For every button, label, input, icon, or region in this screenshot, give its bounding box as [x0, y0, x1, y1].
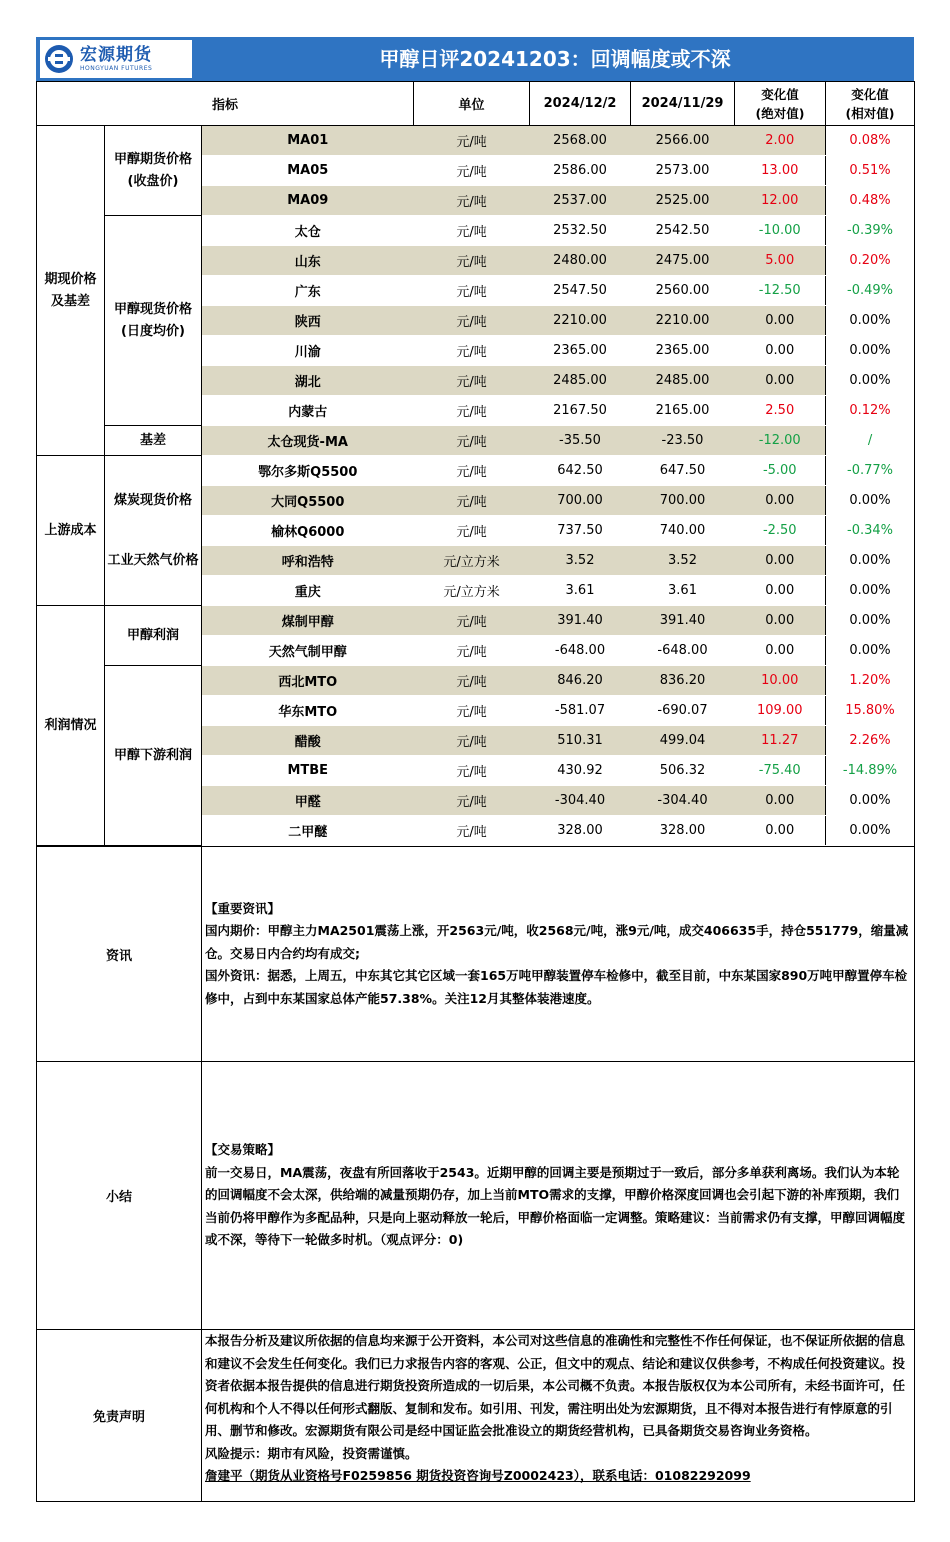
row-value-date1: 846.20 — [530, 666, 631, 696]
logo-chinese-name: 宏源期货 — [80, 44, 152, 65]
row-unit: 元/吨 — [414, 216, 530, 246]
row-abs-change: -10.00 — [735, 216, 826, 246]
row-value-date1: 2586.00 — [530, 156, 631, 186]
row-value-date1: 2485.00 — [530, 366, 631, 396]
row-item-name: 二甲醚 — [202, 816, 414, 846]
subgroup-spot-price-line2: (日度均价) — [121, 323, 185, 339]
table-row — [37, 216, 915, 246]
row-value-date1: -648.00 — [530, 636, 631, 666]
row-item-name: 陕西 — [202, 306, 414, 336]
row-unit: 元/吨 — [414, 786, 530, 816]
row-unit: 元/吨 — [414, 426, 530, 456]
subgroup-gas-price: 工业天然气价格 — [105, 546, 202, 606]
row-unit: 元/吨 — [414, 606, 530, 636]
row-abs-change: 0.00 — [735, 546, 826, 576]
table-row — [37, 606, 915, 636]
row-item-name: 山东 — [202, 246, 414, 276]
row-value-date2: 2573.00 — [631, 156, 735, 186]
row-abs-change: -2.50 — [735, 516, 826, 546]
risk-warning: 风险提示：期市有风险，投资需谨慎。 — [205, 1445, 418, 1461]
row-value-date2: 2525.00 — [631, 186, 735, 216]
row-value-date2: -648.00 — [631, 636, 735, 666]
row-abs-change: 12.00 — [735, 186, 826, 216]
row-abs-change: 0.00 — [735, 306, 826, 336]
group-spot-basis — [37, 126, 105, 456]
row-unit: 元/吨 — [414, 186, 530, 216]
subgroup-futures-price — [105, 126, 202, 216]
subgroup-spot-price — [105, 216, 202, 426]
row-item-name: 内蒙古 — [202, 396, 414, 426]
row-rel-change: 0.00% — [826, 636, 915, 666]
row-item-name: 川渝 — [202, 336, 414, 366]
row-abs-change: 0.00 — [735, 636, 826, 666]
row-item-name: 太仓 — [202, 216, 414, 246]
row-unit: 元/吨 — [414, 456, 530, 486]
row-item-name: 湖北 — [202, 366, 414, 396]
row-item-name: 煤制甲醇 — [202, 606, 414, 636]
row-unit: 元/立方米 — [414, 546, 530, 576]
row-value-date2: 2210.00 — [631, 306, 735, 336]
company-logo — [40, 40, 192, 78]
row-value-date2: -304.40 — [631, 786, 735, 816]
col-header-unit: 单位 — [414, 82, 530, 126]
row-unit: 元/吨 — [414, 336, 530, 366]
table-row — [37, 126, 915, 156]
row-abs-change: 11.27 — [735, 726, 826, 756]
row-value-date1: 2568.00 — [530, 126, 631, 156]
row-abs-change: 0.00 — [735, 816, 826, 846]
row-value-date2: 328.00 — [631, 816, 735, 846]
row-value-date2: 2165.00 — [631, 396, 735, 426]
row-value-date2: -23.50 — [631, 426, 735, 456]
row-value-date1: 3.61 — [530, 576, 631, 606]
row-unit: 元/吨 — [414, 756, 530, 786]
row-rel-change: -0.39% — [826, 216, 915, 246]
row-unit: 元/吨 — [414, 816, 530, 846]
row-rel-change: 0.00% — [826, 546, 915, 576]
col-header-abs-change — [735, 82, 826, 126]
group-profit: 利润情况 — [37, 606, 105, 846]
row-unit: 元/吨 — [414, 126, 530, 156]
row-value-date1: 2167.50 — [530, 396, 631, 426]
group-upstream-cost: 上游成本 — [37, 456, 105, 606]
table-row — [37, 456, 915, 486]
row-value-date1: 2210.00 — [530, 306, 631, 336]
row-value-date1: 430.92 — [530, 756, 631, 786]
row-value-date1: 2537.00 — [530, 186, 631, 216]
row-value-date1: -35.50 — [530, 426, 631, 456]
col-header-indicator: 指标 — [37, 82, 414, 126]
row-unit: 元/吨 — [414, 246, 530, 276]
row-value-date2: -690.07 — [631, 696, 735, 726]
row-abs-change: 0.00 — [735, 366, 826, 396]
commentary-table — [36, 846, 915, 1502]
col-header-abs-line2: (绝对值) — [755, 105, 805, 121]
row-value-date2: 2566.00 — [631, 126, 735, 156]
row-abs-change: 13.00 — [735, 156, 826, 186]
news-label: 资讯 — [37, 847, 202, 1062]
row-unit: 元/吨 — [414, 696, 530, 726]
row-abs-change: -12.50 — [735, 276, 826, 306]
summary-heading: 【交易策略】 — [205, 1142, 281, 1158]
row-rel-change: 0.00% — [826, 606, 915, 636]
row-unit: 元/吨 — [414, 636, 530, 666]
col-header-abs-line1: 变化值 — [761, 86, 799, 102]
row-abs-change: 0.00 — [735, 486, 826, 516]
row-abs-change: -5.00 — [735, 456, 826, 486]
row-item-name: 广东 — [202, 276, 414, 306]
subgroup-coal-price: 煤炭现货价格 — [105, 456, 202, 546]
row-value-date1: -581.07 — [530, 696, 631, 726]
row-value-date2: 2485.00 — [631, 366, 735, 396]
report-title: 甲醇日评20241203：回调幅度或不深 — [379, 47, 731, 71]
subgroup-futures-price-line1: 甲醇期货价格 — [113, 151, 192, 167]
news-body — [202, 847, 915, 1062]
row-abs-change: 0.00 — [735, 606, 826, 636]
row-rel-change: 0.12% — [826, 396, 915, 426]
row-abs-change: 2.00 — [735, 126, 826, 156]
row-unit: 元/吨 — [414, 306, 530, 336]
row-value-date2: 3.52 — [631, 546, 735, 576]
row-item-name: MA09 — [202, 186, 414, 216]
row-value-date1: 391.40 — [530, 606, 631, 636]
row-rel-change: 0.00% — [826, 336, 915, 366]
row-rel-change: 0.00% — [826, 786, 915, 816]
disclaimer-section — [37, 1330, 915, 1502]
row-abs-change: 10.00 — [735, 666, 826, 696]
row-value-date2: 3.61 — [631, 576, 735, 606]
row-item-name: 重庆 — [202, 576, 414, 606]
row-value-date1: 700.00 — [530, 486, 631, 516]
report-banner — [36, 37, 914, 81]
row-item-name: 西北MTO — [202, 666, 414, 696]
subgroup-basis: 基差 — [105, 426, 202, 456]
row-item-name: MA01 — [202, 126, 414, 156]
row-rel-change: 0.51% — [826, 156, 915, 186]
row-value-date1: 642.50 — [530, 456, 631, 486]
row-unit: 元/吨 — [414, 276, 530, 306]
col-header-rel-line2: (相对值) — [845, 105, 895, 121]
col-header-rel-line1: 变化值 — [851, 86, 889, 102]
row-value-date2: 647.50 — [631, 456, 735, 486]
row-value-date2: 700.00 — [631, 486, 735, 516]
row-item-name: 太仓现货-MA — [202, 426, 414, 456]
row-value-date2: 836.20 — [631, 666, 735, 696]
row-rel-change: 0.00% — [826, 366, 915, 396]
group-spot-basis-line1: 期现价格 — [44, 271, 97, 287]
row-item-name: 华东MTO — [202, 696, 414, 726]
row-value-date2: 2475.00 — [631, 246, 735, 276]
summary-body — [202, 1062, 915, 1330]
row-rel-change: 0.08% — [826, 126, 915, 156]
table-row — [37, 426, 915, 456]
row-item-name: 榆林Q6000 — [202, 516, 414, 546]
row-unit: 元/吨 — [414, 486, 530, 516]
subgroup-spot-price-line1: 甲醇现货价格 — [113, 301, 192, 317]
disclaimer-label: 免责声明 — [37, 1330, 202, 1502]
row-abs-change: 5.00 — [735, 246, 826, 276]
report-sheet — [36, 37, 914, 1502]
row-value-date2: 2365.00 — [631, 336, 735, 366]
row-item-name: 醋酸 — [202, 726, 414, 756]
news-heading: 【重要资讯】 — [205, 900, 281, 916]
row-unit: 元/吨 — [414, 666, 530, 696]
row-rel-change: -0.34% — [826, 516, 915, 546]
row-abs-change: 0.00 — [735, 576, 826, 606]
row-value-date1: 3.52 — [530, 546, 631, 576]
row-value-date2: 740.00 — [631, 516, 735, 546]
row-rel-change: 0.00% — [826, 486, 915, 516]
row-item-name: MTBE — [202, 756, 414, 786]
logo-mark-icon — [44, 44, 74, 74]
row-value-date1: 2547.50 — [530, 276, 631, 306]
row-value-date1: 737.50 — [530, 516, 631, 546]
table-row — [37, 546, 915, 576]
row-item-name: 呼和浩特 — [202, 546, 414, 576]
row-unit: 元/吨 — [414, 396, 530, 426]
row-rel-change: 15.80% — [826, 696, 915, 726]
row-value-date2: 506.32 — [631, 756, 735, 786]
news-domestic: 国内期价：甲醇主力MA2501震荡上涨，开2563元/吨，收2568元/吨，涨9元/吨，成交406635手，持仓551779，缩量减仓。交易日内合约均有成交; — [205, 923, 909, 961]
row-value-date1: 2480.00 — [530, 246, 631, 276]
table-row — [37, 666, 915, 696]
row-abs-change: -12.00 — [735, 426, 826, 456]
row-unit: 元/立方米 — [414, 576, 530, 606]
row-abs-change: 0.00 — [735, 786, 826, 816]
row-item-name: 鄂尔多斯Q5500 — [202, 456, 414, 486]
row-value-date1: 510.31 — [530, 726, 631, 756]
group-spot-basis-line2: 及基差 — [50, 293, 90, 309]
row-value-date1: 328.00 — [530, 816, 631, 846]
subgroup-downstream-profit: 甲醇下游利润 — [105, 666, 202, 846]
row-rel-change: 1.20% — [826, 666, 915, 696]
summary-label: 小结 — [37, 1062, 202, 1330]
subgroup-methanol-profit: 甲醇利润 — [105, 606, 202, 666]
row-rel-change: -0.49% — [826, 276, 915, 306]
logo-english-name: HONGYUAN FUTURES — [80, 64, 153, 72]
row-unit: 元/吨 — [414, 516, 530, 546]
row-value-date1: -304.40 — [530, 786, 631, 816]
row-rel-change: 0.00% — [826, 816, 915, 846]
row-unit: 元/吨 — [414, 156, 530, 186]
disclaimer-body — [202, 1330, 915, 1502]
row-rel-change: 0.48% — [826, 186, 915, 216]
row-abs-change: 109.00 — [735, 696, 826, 726]
row-rel-change: 2.26% — [826, 726, 915, 756]
row-value-date2: 2560.00 — [631, 276, 735, 306]
col-header-date2: 2024/11/29 — [631, 82, 735, 126]
row-abs-change: 2.50 — [735, 396, 826, 426]
summary-text: 前一交易日，MA震荡，夜盘有所回落收于2543。近期甲醇的回调主要是预期过于一致后，部分多单获利离场。我们认为本轮的回调幅度不会太深，供给端的减量预期仍存，加上当前MTO需求的支撑，甲醇价格深度回调也会引起下游的补库预期，我们当前仍将甲醇作为多配品种，只是向上驱动释放一轮后，甲醇价格面临一定调整。策略建议：当前需求仍有支撑，甲醇回调幅度或不深，等待下一轮做多时机。（观点评分：0) — [205, 1164, 906, 1248]
row-item-name: MA05 — [202, 156, 414, 186]
row-item-name: 甲醛 — [202, 786, 414, 816]
row-value-date2: 499.04 — [631, 726, 735, 756]
row-rel-change: -14.89% — [826, 756, 915, 786]
summary-section — [37, 1062, 915, 1330]
row-abs-change: 0.00 — [735, 336, 826, 366]
row-value-date2: 2542.50 — [631, 216, 735, 246]
table-header-row — [37, 82, 915, 126]
subgroup-futures-price-line2: (收盘价) — [127, 173, 179, 189]
row-value-date1: 2365.00 — [530, 336, 631, 366]
col-header-rel-change — [826, 82, 915, 126]
row-rel-change: 0.00% — [826, 306, 915, 336]
row-rel-change: -0.77% — [826, 456, 915, 486]
row-unit: 元/吨 — [414, 366, 530, 396]
row-unit: 元/吨 — [414, 726, 530, 756]
news-foreign: 国外资讯：据悉，上周五，中东其它其它区域一套165万吨甲醇装置停车检修中，截至目前，中东某国家890万吨甲醇置停车检修中，占到中东某国家总体产能57.38%。关注12月其整体装港速度。 — [205, 968, 908, 1006]
analyst-contact: 詹建平（期货从业资格号F0259856 期货投资咨询号Z0002423），联系电话：01082292099 — [205, 1468, 751, 1483]
row-value-date2: 391.40 — [631, 606, 735, 636]
news-section — [37, 847, 915, 1062]
row-abs-change: -75.40 — [735, 756, 826, 786]
row-rel-change: 0.20% — [826, 246, 915, 276]
indicator-table — [36, 81, 915, 846]
row-rel-change: / — [826, 426, 915, 456]
row-rel-change: 0.00% — [826, 576, 915, 606]
col-header-date1: 2024/12/2 — [530, 82, 631, 126]
row-item-name: 天然气制甲醇 — [202, 636, 414, 666]
row-value-date1: 2532.50 — [530, 216, 631, 246]
row-item-name: 大同Q5500 — [202, 486, 414, 516]
disclaimer-text: 本报告分析及建议所依据的信息均来源于公开资料，本公司对这些信息的准确性和完整性不作任何保证，也不保证所依据的信息和建议不会发生任何变化。我们已力求报告内容的客观、公正，但文中的观点、结论和建议仅供参考，不构成任何投资建议。投资者依据本报告提供的信息进行期货投资所造成的一切后果，本公司概不负责。本报告版权仅为本公司所有，未经书面许可，任何机构和个人不得以任何形式翻版、复制和发布。如引用、刊发，需注明出处为宏源期货，且不得对本报告进行有悖原意的引用、删节和修改。宏源期货有限公司是经中国证监会批准设立的期货经营机构，已具备期货交易咨询业务资格。 — [205, 1333, 906, 1438]
